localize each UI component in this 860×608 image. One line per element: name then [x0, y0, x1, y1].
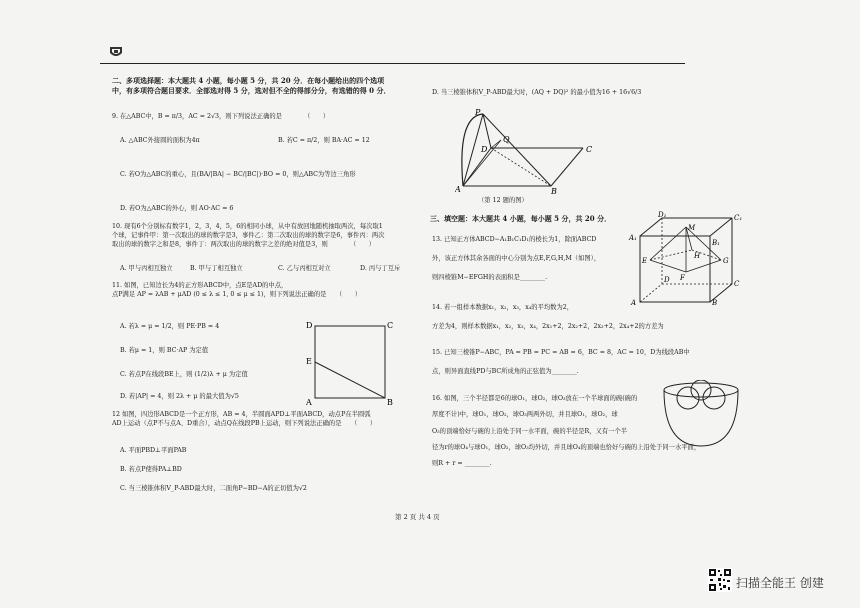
q13-label-c: C: [734, 280, 740, 288]
qr-code-icon: [708, 568, 732, 592]
q11-square-figure: [300, 318, 395, 406]
q11-label-b: B: [387, 398, 393, 406]
q11-label-c: C: [387, 321, 394, 330]
q10-line: 个球，记事件甲：第一次取出的球的数字是3，事件乙：第二次取出的球的数字是6，事件丙：两次: [112, 232, 385, 240]
q12-label-a: A: [455, 185, 461, 194]
q12-label-d: D: [481, 145, 488, 154]
q12-option-a: A. 平面PBD⊥平面PAB: [120, 447, 187, 454]
page-number: 第 2 页 共 4 页: [395, 513, 440, 521]
q12-line: 12 如图，四边形ABCD是一个正方形，AB = 4，半圆面APD⊥平面ABCD，动点P在半圆弧: [112, 411, 371, 418]
q16-line: 厚度不计)中，球O₁，球O₂，球O₃两两外切，并且球O₁，球O₂，球: [432, 411, 618, 419]
q15-stem: [432, 348, 690, 376]
q13-label-d1: D₁: [658, 211, 667, 219]
q16-line: O₃的顶端恰好与碗的上沿处于同一水平面，碗的半径是R，又有一个半: [432, 427, 628, 435]
q13-label-b: B: [712, 299, 718, 306]
q10-option-a: A. 甲与丙相互独立: [120, 265, 173, 272]
q15-line: 点，则异面直线PD与BC所成角的正弦值为________.: [432, 368, 579, 376]
q12-option-d: D. 当三棱锥体积V_P-ABD最大时，(AQ + DQ)² 的最小值为16 + 16√6/3: [432, 89, 642, 96]
q9-option-d: D. 若O为△ABC的外心，则 AO·AC = 6: [120, 205, 234, 212]
q12-figure: [455, 106, 605, 202]
q16-bowl-figure: [660, 380, 742, 450]
q13-line: 则四棱锥M−EFGH的表面积是________.: [432, 274, 548, 282]
q11-label-a: A: [306, 398, 312, 406]
q14-stem: [432, 303, 664, 331]
q13-label-h: H: [694, 252, 701, 260]
q12-label-b: B: [551, 187, 557, 196]
scanner-watermark: 扫描全能王 创建: [736, 576, 824, 590]
q9-option-a: A. △ABC外接圆的面积为4π: [120, 137, 200, 144]
q13-label-c1: C₁: [734, 214, 743, 222]
q13-line: 13. 已知正方体ABCD−A₁B₁C₁D₁的棱长为1，除面ABCD: [432, 236, 597, 243]
q10-option-c: C. 乙与丙相互对立: [278, 265, 331, 272]
q13-label-g: G: [723, 257, 729, 265]
q11-label-d: D: [306, 321, 313, 330]
q12-label-c: C: [586, 145, 593, 154]
q12-line: AD上运动（点P不与点A、D重合），动点Q在线段PB上运动，则下列说法正确的是 （ ）: [112, 420, 377, 428]
q16-line: 16. 如图，三个半径都是6的球O₁，球O₂，球O₃放在一个半球面的碗(碗的: [432, 395, 638, 402]
q13-stem: [432, 235, 600, 282]
q12-label-p: P: [475, 108, 481, 117]
section2-title-line: 中，有多项符合题目要求．全部选对得 5 分，选对但不全的得部分分，有选错的得 0 分．: [112, 86, 391, 96]
q13-label-e: E: [642, 257, 648, 265]
q10-line: 取出的球的数字之和是8，事件丁：两次取出的球的数字之差的绝对值是3，则 （ ）: [112, 241, 376, 249]
q12-option-c: C. 当三棱锥体积V_P-ABD最大时，二面角P−BD−A的正切值为√2: [120, 485, 307, 492]
q13-line: 外，该正方体其余各面的中心分别为点E,F,G,H,M（如图），: [432, 255, 601, 263]
q12-stem: [112, 410, 376, 428]
q11-line: 点P满足 AP = λAB + μAD (0 ≤ λ ≤ 1, 0 ≤ μ ≤ 1)，则下列说法正确的是 （ ）: [112, 291, 362, 299]
q13-label-a: A: [631, 299, 637, 306]
q10-stem: [112, 222, 384, 249]
q13-label-a1: A₁: [629, 234, 637, 242]
q11-label-e: E: [306, 357, 312, 366]
q16-line: 则R + r = ________.: [432, 460, 492, 468]
q10-option-d: D. 丙与丁互斥: [360, 265, 401, 272]
q13-label-b1: B₁: [712, 239, 720, 247]
q11-option-c: C. 若点P在线段BE上，则 (1/2)λ + μ 为定值: [120, 371, 248, 378]
school-crest-icon: [108, 44, 124, 60]
q16-line: 径为r的球O₄与球O₁，球O₂，球O₃均外切，并且球O₄的顶端也恰好与碗的上沿处于同一水平面，: [432, 444, 701, 452]
q12-option-b: B. 若点P使得PA⊥BD: [120, 466, 182, 473]
header-rule: [100, 63, 685, 64]
q12-figure-caption: （第 12 题的图）: [478, 197, 528, 204]
q9-option-c: C. 若O为△ABC的重心，且(BA/|BA| − BC/|BC|)·BO = 0，则△ABC为等边三角形: [120, 171, 356, 178]
q11-line: 11. 如图，已知边长为4的正方形ABCD中，点E是AD的中点，: [112, 282, 288, 289]
q11-option-a: A. 若λ = μ = 1/2，则 PE·PB = 4: [120, 323, 220, 330]
q15-line: 15. 已知三棱锥P−ABC，PA = PB = PC = AB = 6，BC = 8，AC = 10，D为线段AB中: [432, 349, 690, 356]
q14-line: 方差为4，则样本数据x₁，x₂，x₃，x₄，2x₁+2，2x₂+2，2x₃+2，2x₄+2的方差为: [432, 323, 664, 331]
q10-option-b: B. 甲与丁相互独立: [190, 265, 243, 272]
q13-label-d: D: [664, 276, 670, 284]
q11-stem: [112, 281, 361, 299]
q13-label-m: M: [688, 224, 696, 232]
q9-stem: 9. 在△ABC中，B = π/3，AC = 2√3，则下列说法正确的是 （ ）: [112, 113, 330, 120]
q11-option-d: D. 若|AP| = 4，则 2λ + μ 的最大值为√5: [120, 393, 239, 400]
section3-title: 三、填空题：本大题共 4 小题，每小题 5 分，共 20 分．: [430, 214, 612, 223]
section2-title-line: 二、多项选择题：本大题共 4 小题，每小题 5 分，共 20 分．在每小题给出的四个选项: [112, 76, 385, 85]
q11-option-b: B. 若μ = 1，则 BC·AP 为定值: [120, 347, 209, 354]
q9-option-b: B. 若C = π/2，则 BA·AC = 12: [278, 137, 370, 144]
q13-cube-figure: [628, 210, 743, 306]
section2-title: [112, 76, 391, 96]
q12-label-q: Q: [503, 135, 510, 144]
q14-line: 14. 若一组样本数据x₁，x₂，x₃，x₄的平均数为2，: [432, 304, 574, 311]
q10-line: 10. 现有6个分别标有数字1，2，3，4，5，6的相同小球，从中有放回地随机抽取两次，每次取1: [112, 223, 383, 230]
q13-label-f: F: [680, 274, 685, 282]
